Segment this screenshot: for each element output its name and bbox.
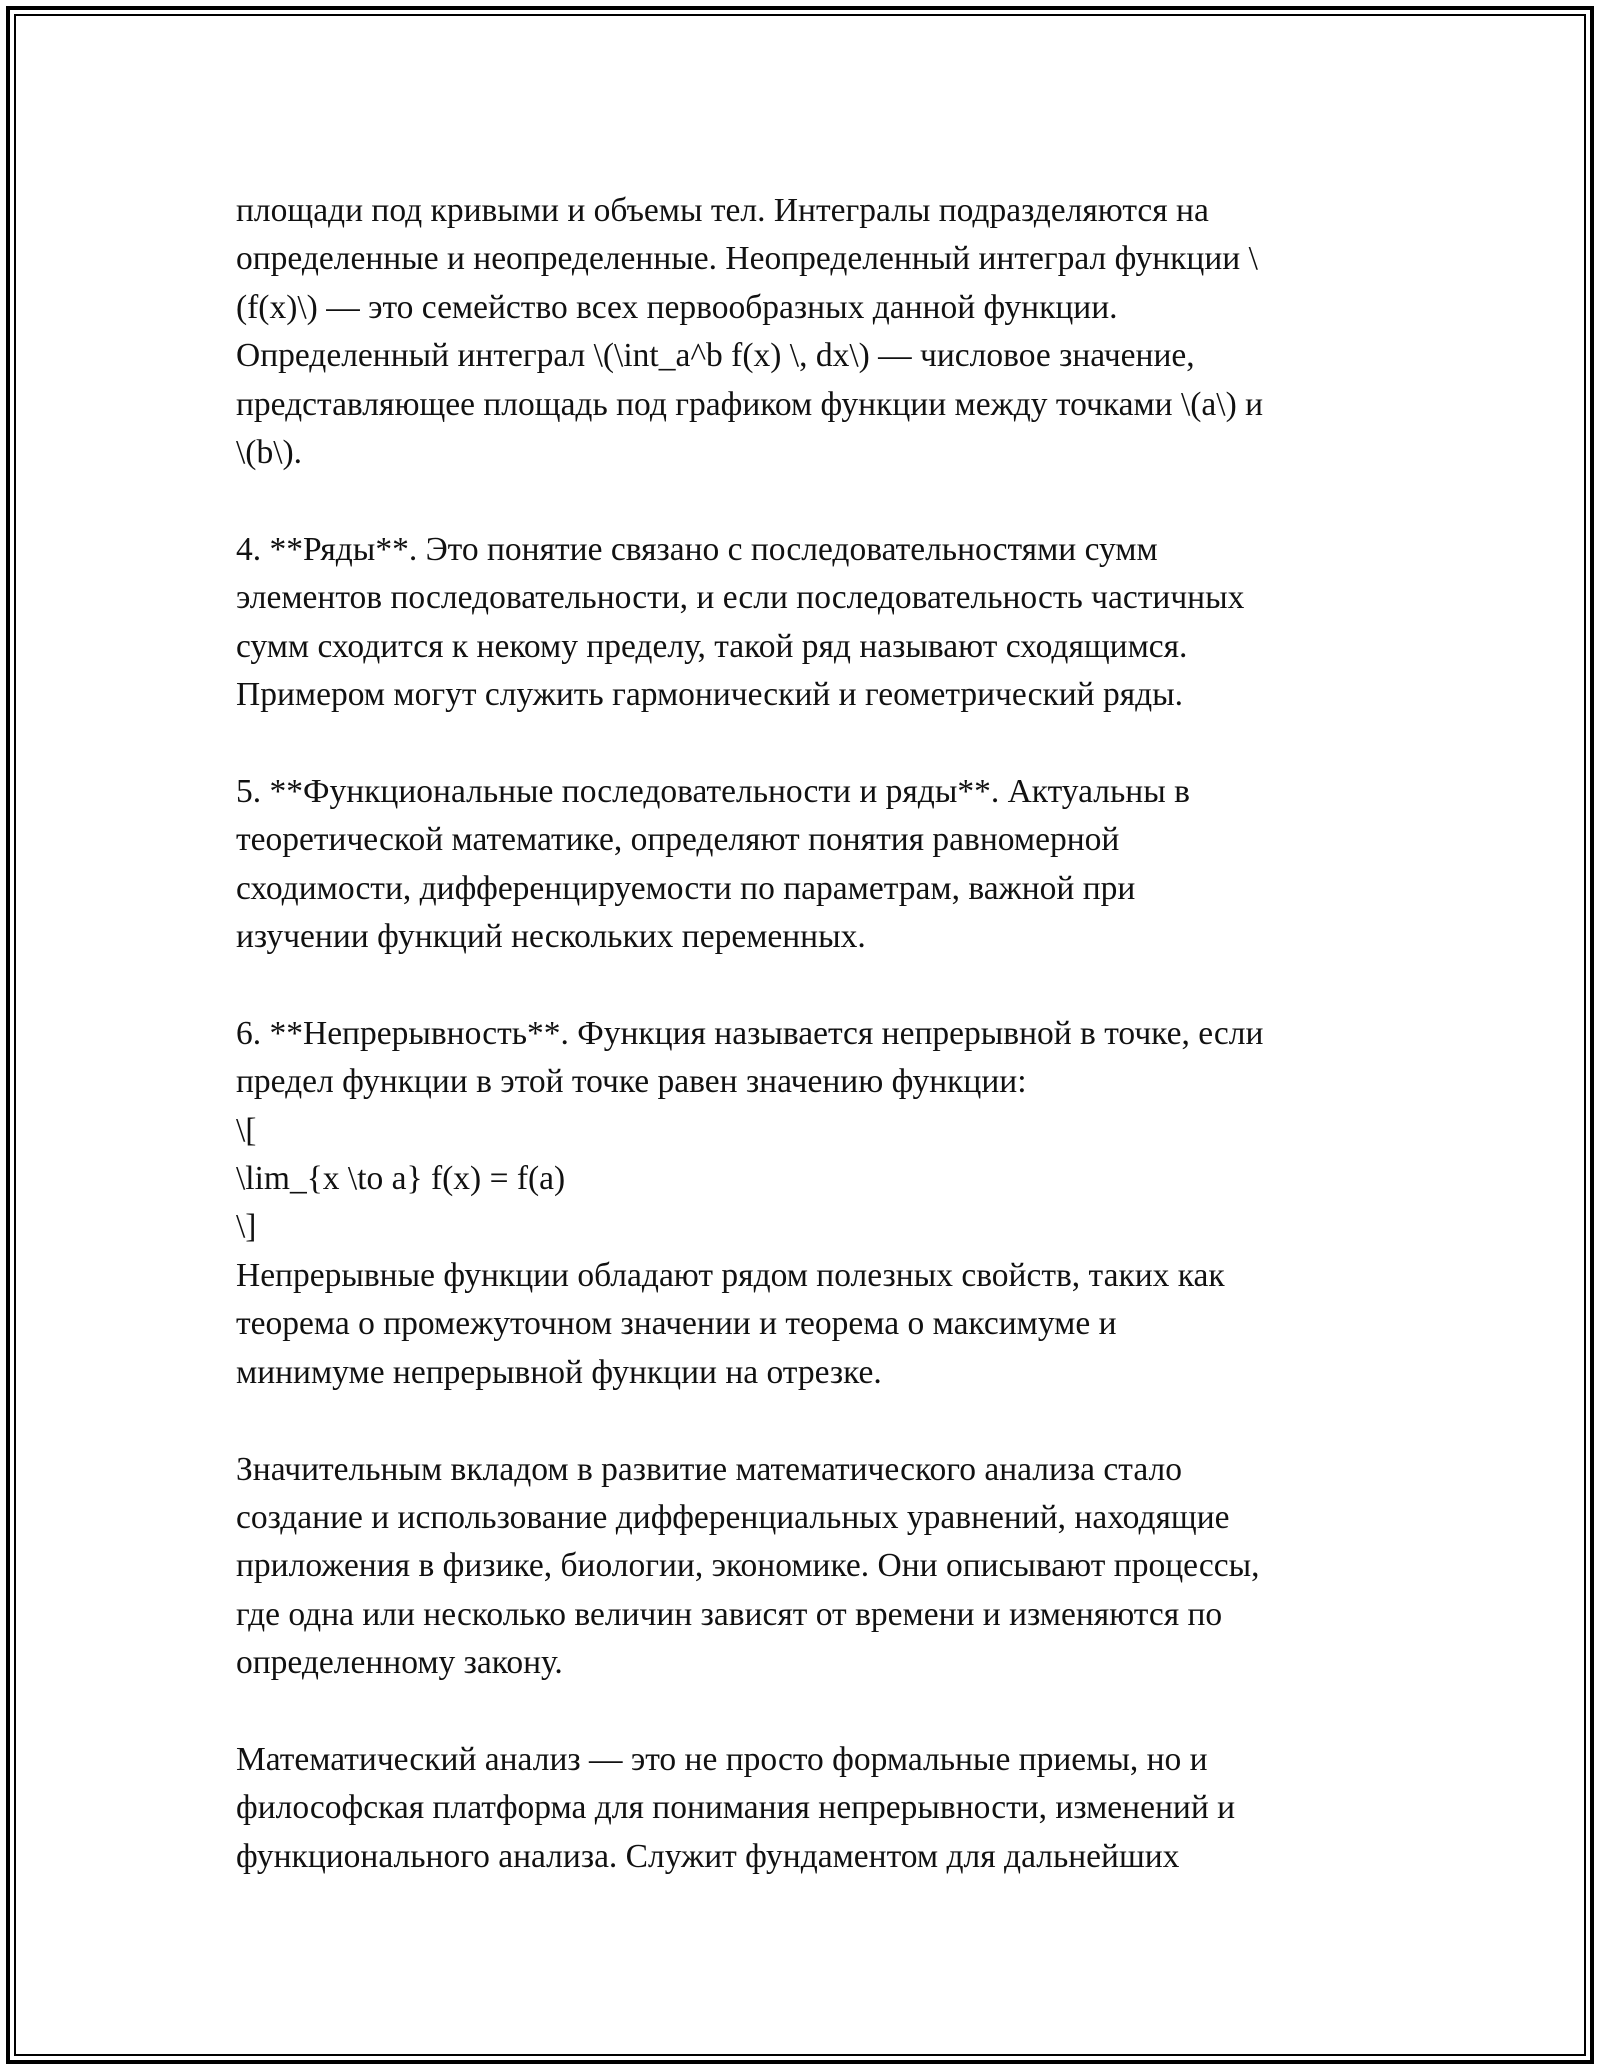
text-line: теоретической математике, определяют понятия равномерной [236,821,1120,859]
text-line: где одна или несколько величин зависят от времени и изменяются по [236,1595,1223,1633]
text-line: 4. **Ряды**. Это понятие связано с последовательностями сумм [236,530,1158,568]
paragraph-integrals [236,187,1396,477]
text-line: площади под кривыми и объемы тел. Интегралы подразделяются на [236,192,1209,229]
text-line: минимуме непрерывной функции на отрезке. [236,1353,882,1391]
text-line: определенному закону. [236,1644,563,1682]
formula-open: \[ [236,1111,257,1149]
text-line: Непрерывные функции обладают рядом полезных свойств, таких как [236,1256,1225,1294]
text-line: сумм сходится к некому пределу, такой ряд называют сходящимся. [236,627,1188,665]
text-line: предел функции в этой точке равен значению функции: [236,1063,1027,1101]
text-line: 6. **Непрерывность**. Функция называется непрерывной в точке, если [236,1014,1264,1052]
text-line: создание и использование дифференциальных уравнений, находящие [236,1498,1230,1536]
paragraph-series [236,526,1396,720]
text-line: (f(x)\) — это семейство всех первообразных данной функции. [236,288,1118,326]
text-line: теорема о промежуточном значении и теорема о максимуме и [236,1305,1117,1343]
paragraph-functional-series [236,768,1396,962]
text-line: функционального анализа. Служит фундаментом для дальнейших [236,1837,1180,1875]
document-body [236,187,1396,1881]
text-line: Примером могут служить гармонический и геометрический ряды. [236,676,1184,714]
text-line: \(b\). [236,434,303,472]
text-line: элементов последовательности, и если последовательность частичных [236,579,1245,617]
formula-limit: \lim_{x \to a} f(x) = f(a) [236,1160,566,1198]
paragraph-conclusion [236,1736,1396,1881]
text-line: Значительным вкладом в развитие математического анализа стало [236,1450,1182,1488]
paragraph-differential-equations [236,1446,1396,1688]
text-line: Математический анализ — это не просто формальные приемы, но и [236,1740,1208,1778]
text-line: изучении функций нескольких переменных. [236,918,866,956]
text-line: философская платформа для понимания непрерывности, изменений и [236,1789,1236,1827]
text-line: представляющее площадь под графиком функции между точками \(a\) и [236,385,1264,423]
formula-close: \] [236,1208,257,1246]
text-line: определенные и неопределенные. Неопределенный интеграл функции \ [236,240,1258,278]
text-line: сходимости, дифференцируемости по параметрам, важной при [236,869,1136,907]
paragraph-continuity [236,1010,1396,1397]
text-line: приложения в физике, биологии, экономике. Они описывают процессы, [236,1547,1260,1585]
text-line: Определенный интеграл \(\int_a^b f(x) \, dx\) — числовое значение, [236,337,1195,375]
text-line: 5. **Функциональные последовательности и ряды**. Актуальны в [236,772,1190,810]
